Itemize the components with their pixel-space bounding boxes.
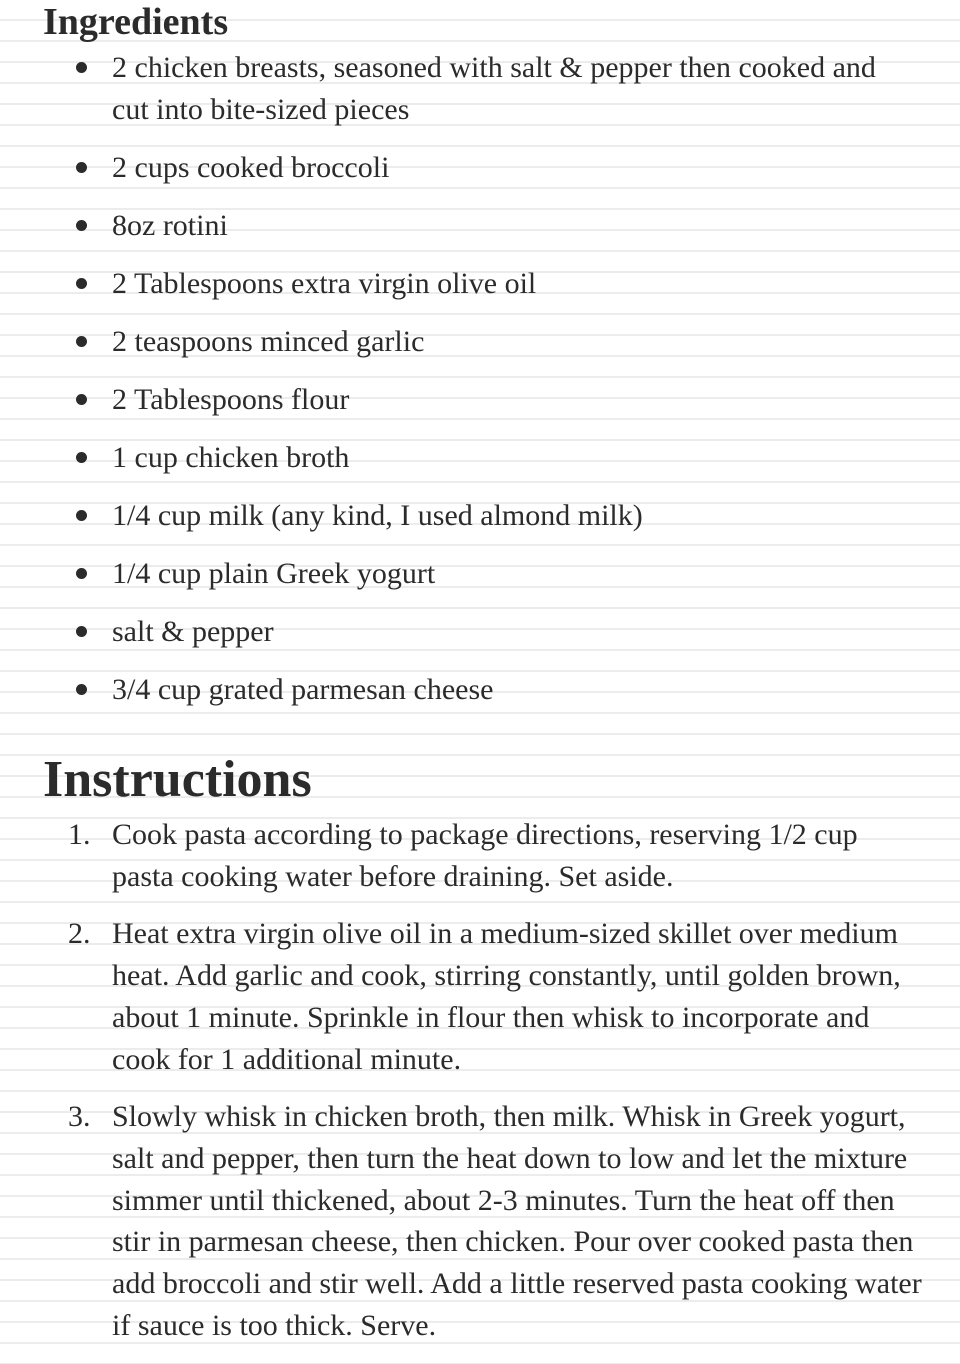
- ingredient-text: 1 cup chicken broth: [112, 441, 350, 474]
- instructions-list: [0, 814, 960, 1362]
- ingredient-text: salt & pepper: [112, 615, 274, 648]
- bullet-icon: [76, 626, 87, 637]
- step-text: Cook pasta according to package directions, reserving 1/2 cup pasta cooking water before draining. Set aside.: [112, 818, 858, 893]
- ingredient-text: 1/4 cup milk (any kind, I used almond milk): [112, 499, 643, 532]
- ingredient-item: [0, 669, 960, 711]
- step-number: 3.: [68, 1100, 91, 1134]
- bullet-icon: [76, 162, 87, 173]
- ingredient-item: [0, 379, 960, 421]
- instruction-step: [0, 1096, 960, 1346]
- bullet-icon: [76, 62, 87, 73]
- ingredient-item: [0, 437, 960, 479]
- ingredient-item: [0, 553, 960, 595]
- instructions-heading: Instructions: [43, 751, 312, 808]
- ingredient-text: 2 Tablespoons extra virgin olive oil: [112, 267, 537, 300]
- ingredient-text: 2 teaspoons minced garlic: [112, 325, 425, 358]
- ingredient-text: 2 chicken breasts, seasoned with salt & pepper then cooked and cut into bite-sized pieces: [112, 51, 876, 126]
- ingredient-text: 8oz rotini: [112, 209, 228, 242]
- step-number: 2.: [68, 917, 91, 951]
- bullet-icon: [76, 336, 87, 347]
- ingredient-item: [0, 321, 960, 363]
- bullet-icon: [76, 510, 87, 521]
- ingredient-item: [0, 495, 960, 537]
- ingredient-item: [0, 205, 960, 247]
- bullet-icon: [76, 452, 87, 463]
- bullet-icon: [76, 278, 87, 289]
- step-number: 1.: [68, 818, 91, 851]
- ingredient-item: [0, 47, 960, 131]
- ingredient-item: [0, 147, 960, 189]
- bullet-icon: [76, 684, 87, 695]
- ingredients-list: [0, 47, 960, 727]
- ingredient-item: [0, 611, 960, 653]
- ingredient-item: [0, 263, 960, 305]
- instruction-step: [0, 814, 960, 897]
- step-text: Heat extra virgin olive oil in a medium-sized skillet over medium heat. Add garlic and cook, stirring constantly, until golden brown, about 1 minute. Sprinkle in flour then whisk to incorporate and cook for 1 additional minute.: [112, 917, 901, 1076]
- bullet-icon: [76, 394, 87, 405]
- ingredients-heading: Ingredients: [43, 1, 229, 43]
- ingredient-text: 2 cups cooked broccoli: [112, 151, 390, 184]
- ingredient-text: 1/4 cup plain Greek yogurt: [112, 557, 436, 590]
- ingredient-text: 3/4 cup grated parmesan cheese: [112, 673, 494, 706]
- bullet-icon: [76, 220, 87, 231]
- ingredient-text: 2 Tablespoons flour: [112, 383, 350, 416]
- step-text: Slowly whisk in chicken broth, then milk. Whisk in Greek yogurt, salt and pepper, then turn the heat down to low and let the mixture simmer until thickened, about 2-3 minutes. Turn the heat off then stir in parmesan cheese, then chicken. Pour over cooked pasta then add broccoli and stir well. Add a little reserved pasta cooking water if sauce is too thick. Serve.: [112, 1100, 922, 1342]
- instruction-step: [0, 913, 960, 1080]
- bullet-icon: [76, 568, 87, 579]
